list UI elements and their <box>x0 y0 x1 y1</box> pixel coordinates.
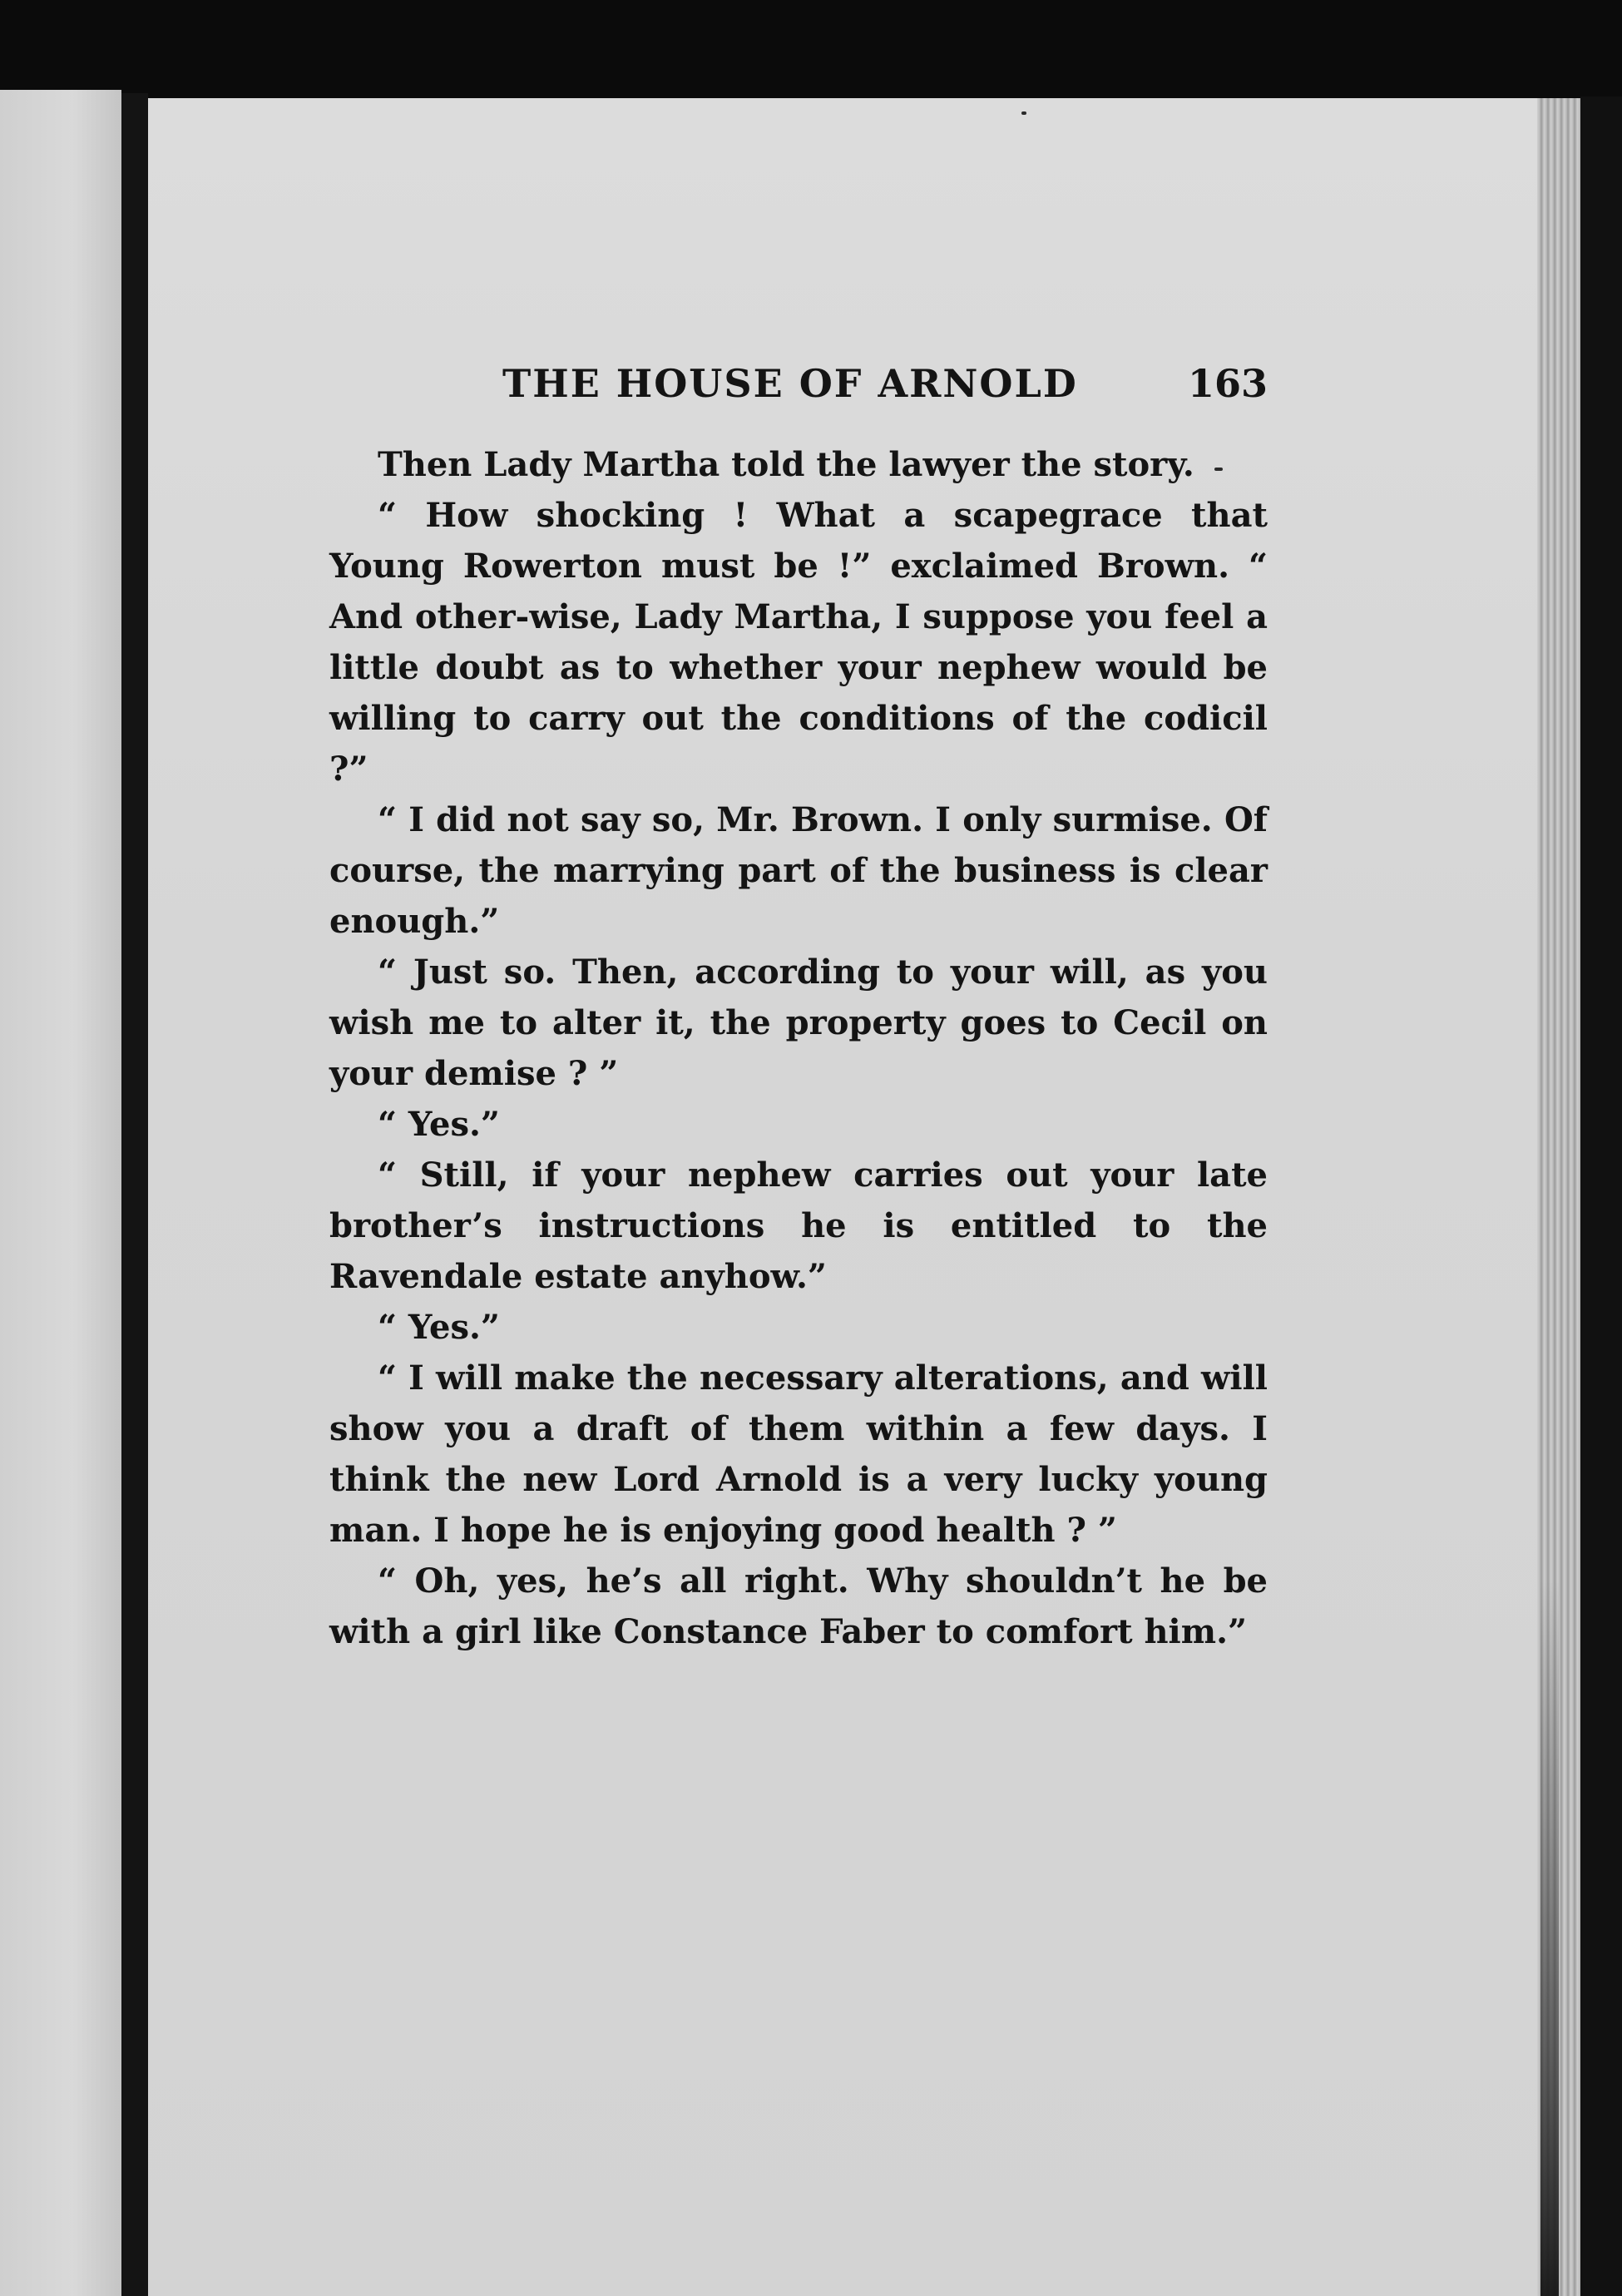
scan-border <box>1580 96 1622 2296</box>
paragraph: Then Lady Martha told the lawyer the story. <box>378 445 1194 484</box>
page-text-block <box>329 358 1268 1657</box>
paragraph: “ Still, if your nephew carries out your late brother’s instructions he is entitled to the Ravendale estate anyhow.” <box>329 1155 1268 1296</box>
paragraph: “ I did not say so, Mr. Brown. I only surmise. Of course, the marrying part of the business is clear enough.” <box>329 800 1268 941</box>
paragraph: “ Yes.” <box>378 1105 500 1144</box>
paragraph: “ Yes.” <box>378 1308 500 1347</box>
body-text <box>329 439 1268 1657</box>
paragraph: “ Oh, yes, he’s all right. Why shouldn’t he be with a girl like Constance Faber to comfort him.” <box>329 1561 1268 1651</box>
page-number: 163 <box>1187 361 1268 406</box>
dust-speck <box>1021 111 1026 115</box>
facing-page-edge <box>0 90 121 2296</box>
paragraph: “ How shocking ! What a scapegrace that Young Rowerton must be !” exclaimed Brown. “ And other-wise, Lady Martha, I suppose you feel a little doubt as to whether your nephew would be willing to carry out the conditions of the codicil ?” <box>329 496 1268 789</box>
paragraph: “ I will make the necessary alterations, and will show you a draft of them within a few days. I think the new Lord Arnold is a very lucky young man. I hope he is enjoying good health ? ” <box>329 1358 1268 1550</box>
binding-gutter <box>121 93 148 2296</box>
fore-edge-shadow <box>1540 1581 1559 2296</box>
running-head <box>329 358 1268 416</box>
running-title: THE HOUSE OF ARNOLD <box>502 361 1078 406</box>
paragraph: “ Just so. Then, according to your will, as you wish me to alter it, the property goes to Cecil on your demise ? ” <box>329 953 1268 1093</box>
